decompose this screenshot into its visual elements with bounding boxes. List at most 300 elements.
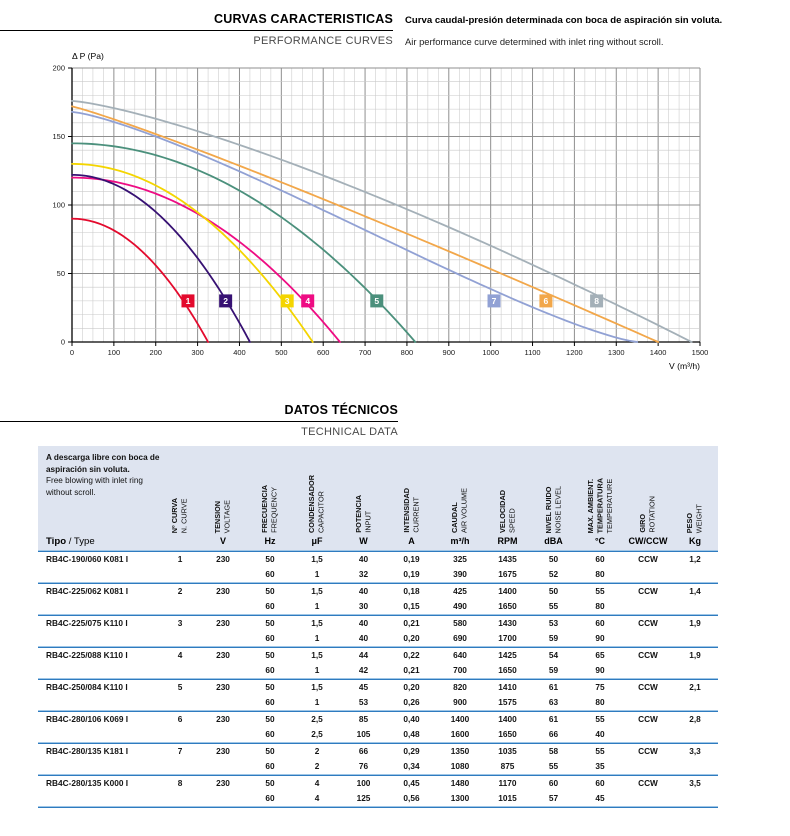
x-tick-label: 400 [233, 348, 246, 357]
cell: 0,29 [403, 746, 420, 756]
cell: 60 [265, 761, 275, 771]
cell [624, 567, 672, 582]
cell: 1,9 [689, 650, 701, 660]
cell: 125 [356, 793, 371, 803]
cell: 0,34 [403, 761, 420, 771]
cell: 1 [314, 697, 320, 707]
cell [624, 727, 672, 742]
svg-text:5: 5 [374, 296, 380, 306]
cell: 50 [265, 714, 275, 724]
cell: 2,5 [311, 714, 323, 724]
cell: 57 [548, 793, 559, 803]
table-row [38, 712, 718, 727]
cell: 8 [177, 778, 183, 788]
cell: 390 [453, 569, 467, 579]
cell [624, 631, 672, 646]
cell: 53 [358, 697, 369, 707]
cell: 60 [595, 618, 605, 628]
cell: CCW [638, 554, 658, 564]
curve-label-2 [219, 294, 232, 307]
cell [672, 663, 718, 678]
cell: 1480 [450, 778, 470, 788]
cell [672, 631, 718, 646]
svg-text:8: 8 [594, 296, 599, 306]
cell [200, 663, 246, 678]
cell: 0,19 [403, 554, 420, 564]
cell: CCW [638, 650, 658, 660]
cell: 1,5 [311, 682, 323, 692]
cell [672, 599, 718, 614]
cell: 0,18 [403, 586, 420, 596]
x-tick-label: 300 [191, 348, 204, 357]
cell [160, 599, 200, 614]
cell: 80 [595, 697, 605, 707]
table-row [38, 744, 718, 759]
cell: RB4C-280/106 K069 I [46, 714, 129, 724]
cell: 55 [595, 714, 605, 724]
cell: 59 [548, 633, 559, 643]
table-row [38, 584, 718, 599]
column-header: Nº CURVA N. CURVE [170, 497, 189, 533]
cell: 90 [595, 665, 605, 675]
cell: 5 [177, 682, 183, 692]
cell: CCW [638, 778, 658, 788]
cell: CCW [638, 746, 658, 756]
cell: 60 [265, 793, 275, 803]
cell: 4 [314, 778, 320, 788]
cell: 0,19 [403, 569, 420, 579]
table-corner-cell [38, 446, 160, 550]
cell: 230 [216, 682, 230, 692]
table-row [38, 680, 718, 695]
cell: 60 [265, 665, 275, 675]
chart-grid [72, 68, 700, 342]
cell: 85 [358, 714, 369, 724]
cell: 60 [548, 778, 559, 788]
column-header: CAUDAL AIR VOLUME m³/h [436, 446, 484, 550]
cell [672, 727, 718, 742]
y-tick-label: 100 [52, 200, 65, 210]
x-axis-title: V (m³/h) [668, 361, 700, 371]
cell: 59 [548, 665, 559, 675]
x-tick-label: 1000 [482, 348, 500, 357]
table-divider [38, 806, 718, 808]
cell: 230 [216, 778, 230, 788]
cell: 40 [358, 554, 369, 564]
column-unit: Hz [264, 536, 276, 546]
curve-label-3 [281, 294, 294, 307]
cell: 1 [314, 569, 320, 579]
cell: 1700 [498, 633, 517, 643]
curve-label-6 [539, 294, 552, 307]
cell: 61 [548, 714, 559, 724]
x-tick-label: 600 [316, 348, 330, 357]
cell [38, 567, 160, 582]
column-unit: dBA [544, 536, 563, 546]
table-row-group [38, 712, 718, 744]
table-row [38, 776, 718, 791]
cell [38, 759, 160, 774]
cell: 50 [265, 778, 275, 788]
cell: 1600 [450, 729, 470, 739]
cell: 1 [314, 633, 320, 643]
cell: 32 [358, 569, 369, 579]
table-note-es: A descarga libre con boca de aspiración sin voluta. [46, 453, 160, 474]
cell: 90 [595, 633, 605, 643]
cell: RB4C-225/075 K110 I [46, 618, 128, 628]
cell: 1675 [498, 569, 517, 579]
x-tick-label: 1400 [649, 348, 667, 357]
x-tick-label: 500 [275, 348, 288, 357]
cell [200, 759, 246, 774]
cell: 1300 [450, 793, 470, 803]
cell: CCW [638, 618, 658, 628]
cell: 0,45 [403, 778, 420, 788]
column-unit: V [219, 536, 226, 546]
table-note [46, 452, 164, 498]
x-tick-label: 200 [149, 348, 162, 357]
cell: 0,20 [403, 633, 420, 643]
cell [624, 791, 672, 806]
cell [38, 631, 160, 646]
cell [200, 631, 246, 646]
cell: 1,9 [689, 618, 701, 628]
table-row-group [38, 680, 718, 712]
cell: 0,26 [403, 697, 420, 707]
table-row [38, 631, 718, 646]
cell: 1,5 [311, 618, 323, 628]
section-title-es: DATOS TÉCNICOS [0, 403, 398, 422]
cell [160, 567, 200, 582]
cell [160, 759, 200, 774]
chart-description [405, 15, 777, 47]
cell: 1575 [498, 697, 517, 707]
cell: 7 [177, 746, 183, 756]
cell: 325 [453, 554, 467, 564]
cell [38, 695, 160, 710]
curve-2 [72, 175, 250, 342]
table-header [38, 446, 718, 550]
column-unit: RPM [497, 536, 518, 546]
cell: RB4C-280/135 K181 I [46, 746, 129, 756]
cell [200, 599, 246, 614]
cell: 55 [548, 601, 559, 611]
cell: 230 [216, 650, 230, 660]
row-label-header: Tipo / Type [46, 536, 95, 547]
column-header: VELOCIDAD SPEED RPM [484, 446, 531, 550]
svg-text:1: 1 [185, 296, 191, 306]
cell: 53 [548, 618, 559, 628]
column-header: PESO WEIGHT Kg [672, 446, 718, 550]
cell: 1435 [498, 554, 517, 564]
cell: 1400 [498, 586, 517, 596]
column-unit: °C [594, 536, 606, 546]
y-tick-label: 150 [52, 132, 65, 142]
section-title-en: TECHNICAL DATA [301, 426, 398, 438]
chart-axes [52, 51, 708, 371]
cell [200, 695, 246, 710]
cell: 50 [265, 618, 275, 628]
cell: 1650 [498, 729, 517, 739]
cell: 30 [358, 601, 369, 611]
cell: 2 [314, 761, 320, 771]
table-row [38, 727, 718, 742]
cell [200, 791, 246, 806]
table-row-group [38, 744, 718, 776]
cell: 52 [548, 569, 559, 579]
cell: 50 [548, 554, 559, 564]
cell: 0,21 [403, 618, 420, 628]
cell: 230 [216, 554, 230, 564]
table-row-group [38, 616, 718, 648]
cell: 50 [265, 682, 275, 692]
cell: 50 [265, 554, 275, 564]
cell: 3 [177, 618, 183, 628]
technical-data-table [38, 446, 718, 808]
table-row [38, 552, 718, 567]
cell: 60 [265, 569, 275, 579]
cell: 580 [453, 618, 467, 628]
cell: 65 [595, 650, 605, 660]
cell: 2,1 [689, 682, 701, 692]
cell: 1015 [498, 793, 517, 803]
table-row [38, 567, 718, 582]
cell [672, 695, 718, 710]
cell: 105 [356, 729, 371, 739]
cell: 45 [595, 793, 605, 803]
column-header: NIVEL RUIDO NOISE LEVEL dBA [531, 446, 576, 550]
chart-description-es: Curva caudal-presión determinada con boca de aspiración sin voluta. [405, 15, 723, 26]
cell: 1,5 [311, 650, 323, 660]
cell: 1035 [498, 746, 517, 756]
cell: 55 [595, 746, 605, 756]
table-row [38, 791, 718, 806]
cell: 1,5 [311, 554, 323, 564]
cell: 1350 [450, 746, 470, 756]
svg-text:7: 7 [491, 296, 497, 306]
cell: 66 [548, 729, 559, 739]
column-header: INTENSIDAD CURRENT A [387, 446, 436, 550]
cell [624, 695, 672, 710]
cell: 425 [453, 586, 467, 596]
svg-text:4: 4 [305, 296, 311, 306]
cell: 50 [265, 586, 275, 596]
cell: 0,15 [403, 601, 420, 611]
table-row [38, 616, 718, 631]
table-row-group [38, 552, 718, 584]
x-tick-label: 1300 [607, 348, 625, 357]
svg-text:3: 3 [284, 296, 290, 306]
cell: 60 [265, 601, 275, 611]
cell: 0,20 [403, 682, 420, 692]
column-header: MAX. AMBIENT. TEMPERATURA TEMPERATURE °C [576, 446, 624, 550]
cell: 50 [265, 650, 275, 660]
column-unit: A [408, 536, 415, 546]
cell: 900 [453, 697, 467, 707]
cell: 61 [548, 682, 559, 692]
cell [200, 727, 246, 742]
cell: 60 [595, 554, 605, 564]
curve-label-8 [590, 294, 603, 307]
cell: RB4C-225/062 K081 I [46, 586, 129, 596]
cell [624, 599, 672, 614]
cell: 3,3 [689, 746, 701, 756]
section-header-performance-curves [0, 12, 393, 47]
cell [200, 567, 246, 582]
cell: 55 [595, 586, 605, 596]
chart-description-en: Air performance curve determined with inlet ring without scroll. [405, 36, 664, 47]
cell: 100 [356, 778, 371, 788]
x-tick-label: 1100 [524, 348, 541, 357]
cell: 55 [548, 761, 559, 771]
table-row [38, 695, 718, 710]
section-header-technical-data [0, 403, 398, 438]
cell: 40 [595, 729, 605, 739]
cell: 1,5 [311, 586, 323, 596]
x-tick-label: 1200 [566, 348, 583, 357]
section-title-en: PERFORMANCE CURVES [253, 35, 393, 47]
y-tick-label: 50 [56, 269, 65, 279]
cell [38, 663, 160, 678]
x-tick-label: 1500 [691, 348, 709, 357]
cell [672, 791, 718, 806]
cell [624, 759, 672, 774]
cell: 1 [314, 665, 320, 675]
section-title-es: CURVAS CARACTERISTICAS [0, 12, 393, 31]
cell: 230 [216, 618, 230, 628]
cell: CCW [638, 586, 658, 596]
cell: 1 [314, 601, 320, 611]
cell: 230 [216, 714, 230, 724]
cell [38, 599, 160, 614]
cell [672, 759, 718, 774]
cell: 1080 [450, 761, 470, 771]
cell: 58 [548, 746, 559, 756]
svg-text:6: 6 [543, 296, 549, 306]
cell: 60 [595, 778, 605, 788]
column-unit: Kg [689, 536, 701, 546]
cell [672, 567, 718, 582]
column-header: TENSION VOLTAGE V [200, 446, 246, 550]
cell [160, 695, 200, 710]
curve-1 [72, 219, 208, 342]
cell [160, 631, 200, 646]
table-note-en: Free blowing with inlet ring without scroll. [46, 476, 143, 497]
cell: 690 [453, 633, 467, 643]
table-row [38, 663, 718, 678]
cell [38, 791, 160, 806]
cell: 820 [453, 682, 467, 692]
cell: 60 [265, 633, 275, 643]
cell: 66 [358, 746, 369, 756]
cell: 4 [314, 793, 320, 803]
cell: 4 [177, 650, 183, 660]
cell: 80 [595, 569, 605, 579]
y-tick-label: 200 [52, 63, 65, 73]
table-row [38, 599, 718, 614]
cell: 42 [358, 665, 369, 675]
cell: 2 [177, 586, 183, 596]
cell: 1425 [498, 650, 517, 660]
curve-label-7 [488, 294, 501, 307]
cell: 75 [595, 682, 605, 692]
cell [160, 791, 200, 806]
table-row-group [38, 584, 718, 616]
cell: 44 [358, 650, 369, 660]
cell: 2,8 [689, 714, 701, 724]
column-unit: W [359, 536, 368, 546]
table-row [38, 759, 718, 774]
column-unit: CW/CCW [628, 536, 668, 546]
cell: 0,22 [403, 650, 420, 660]
column-header: POTENCIA INPUT W [340, 446, 387, 550]
svg-text:2: 2 [223, 296, 229, 306]
column-unit: m³/h [450, 536, 470, 546]
cell: 1,2 [689, 554, 701, 564]
table-row-group [38, 648, 718, 680]
performance-curves-chart [0, 50, 790, 395]
y-tick-label: 0 [60, 337, 65, 347]
cell: 60 [265, 697, 275, 707]
column-header: FRECUENCIA FREQUENCY Hz [246, 446, 294, 550]
cell: 1410 [498, 682, 517, 692]
cell: 50 [265, 746, 275, 756]
cell [160, 663, 200, 678]
cell: 0,40 [403, 714, 420, 724]
cell [38, 727, 160, 742]
curve-label-1 [181, 294, 194, 307]
table-row-group [38, 776, 718, 808]
curve-label-5 [370, 294, 383, 307]
cell: 0,56 [403, 793, 420, 803]
cell: 640 [453, 650, 467, 660]
cell: RB4C-190/060 K081 I [46, 554, 129, 564]
y-axis-title: Δ P (Pa) [72, 51, 104, 61]
x-tick-label: 800 [400, 348, 414, 357]
cell: 1650 [498, 665, 517, 675]
x-tick-label: 0 [69, 348, 75, 357]
cell: 45 [358, 682, 369, 692]
cell: 63 [548, 697, 559, 707]
cell: RB4C-250/084 K110 I [46, 682, 128, 692]
cell: 1400 [498, 714, 517, 724]
cell: 875 [500, 761, 515, 771]
cell: 2 [314, 746, 320, 756]
table-row [38, 648, 718, 663]
x-tick-label: 100 [107, 348, 121, 357]
cell: 35 [595, 761, 605, 771]
cell: 1170 [498, 778, 517, 788]
x-tick-label: 900 [442, 348, 456, 357]
cell: 2,5 [311, 729, 323, 739]
cell: CCW [638, 682, 658, 692]
cell: RB4C-280/135 K000 I [46, 778, 129, 788]
cell: 3,5 [689, 778, 701, 788]
cell: 76 [358, 761, 369, 771]
cell: 54 [548, 650, 559, 660]
cell: 490 [453, 601, 467, 611]
cell [624, 663, 672, 678]
x-tick-label: 700 [358, 348, 372, 357]
cell: RB4C-225/088 K110 I [46, 650, 128, 660]
cell: 1430 [498, 618, 517, 628]
cell: CCW [638, 714, 658, 724]
cell: 80 [595, 601, 605, 611]
cell: 0,21 [403, 665, 420, 675]
curve-label-4 [301, 294, 314, 307]
cell: 40 [358, 633, 369, 643]
cell: 1400 [450, 714, 470, 724]
